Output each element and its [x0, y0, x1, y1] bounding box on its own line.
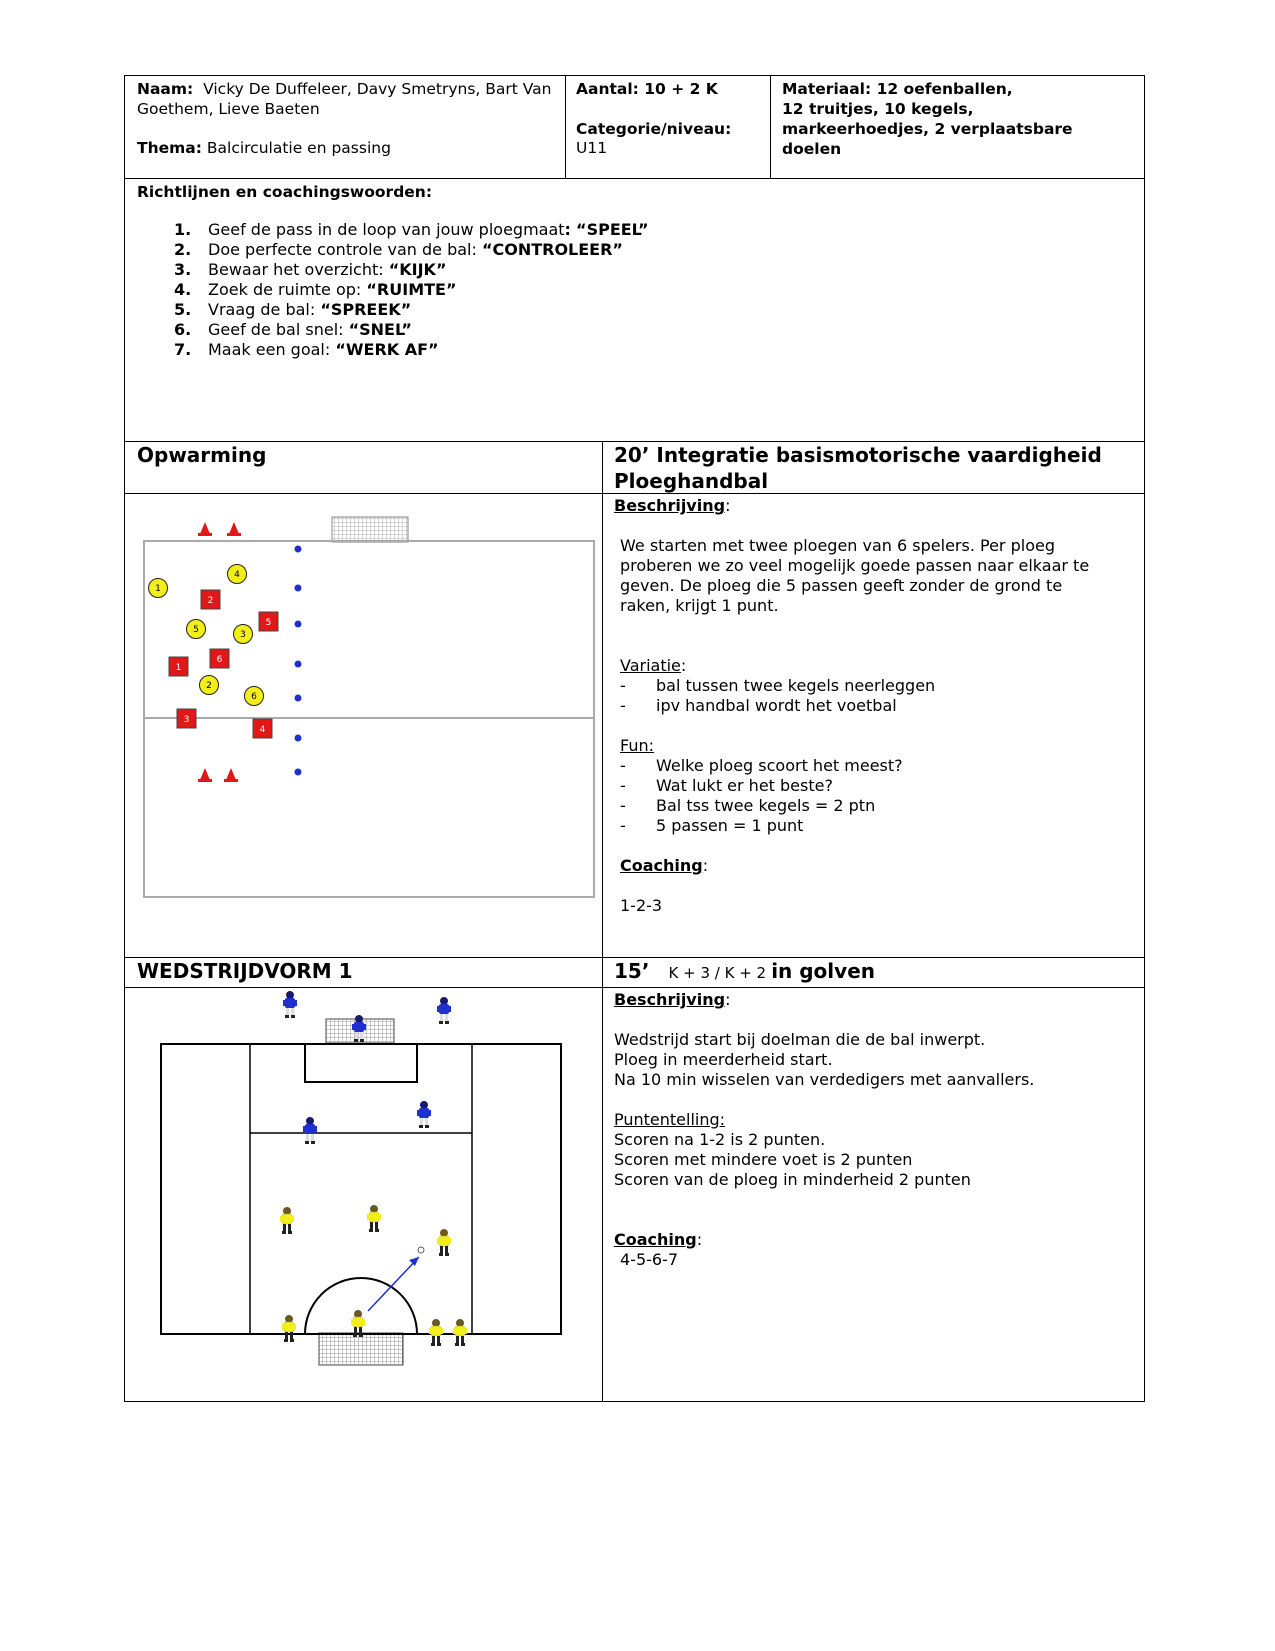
bottom-goal: [319, 1333, 403, 1365]
row-line-5: [124, 987, 1145, 988]
warmup-heading-line: 20’ Integratie basismotorische vaardigheid: [614, 443, 1102, 467]
ball-icon: [418, 1247, 424, 1253]
svg-text:2: 2: [207, 596, 214, 606]
description-line: Na 10 min wisselen van verdedigers met aanvallers.: [614, 1070, 1035, 1089]
guidelines-title: Richtlijnen en coachingswoorden:: [137, 183, 433, 201]
svg-text:6: 6: [216, 655, 223, 665]
materiaal-line: Materiaal: 12 oefenballen,: [782, 80, 1013, 98]
list-item: - Bal tss twee kegels = 2 ptn: [620, 796, 1139, 816]
yellow-player: [187, 620, 206, 639]
match-heading: [614, 958, 875, 986]
svg-text:3: 3: [183, 715, 190, 725]
red-player: [259, 612, 278, 631]
marker-dots: [295, 546, 302, 776]
list-item: - 5 passen = 1 punt: [620, 816, 1139, 836]
list-item: 7. Maak een goal: “WERK AF”: [174, 340, 439, 359]
thema-label: Thema:: [137, 139, 202, 157]
list-item: - bal tussen twee kegels neerleggen: [620, 676, 1139, 696]
warmup-title: Opwarming: [137, 443, 267, 467]
red-player: [169, 657, 188, 676]
red-player: [201, 590, 220, 609]
materiaal-cell: [782, 79, 1073, 159]
description-line: Wedstrijd start bij doelman die de bal inwerpt.: [614, 1030, 986, 1049]
puntentelling-line: Scoren van de ploeg in minderheid 2 punten: [614, 1170, 971, 1189]
guidelines-list: [130, 220, 830, 360]
materiaal-line: markeerhoedjes, 2 verplaatsbare: [782, 120, 1073, 138]
description-line: We starten met twee ploegen van 6 spelers. Per ploeg: [620, 536, 1055, 555]
svg-text:4: 4: [259, 725, 266, 735]
variatie-list: [620, 676, 1139, 716]
svg-text:5: 5: [265, 618, 272, 628]
penalty-box: [305, 1044, 417, 1082]
coaching-value: 4-5-6-7: [620, 1250, 679, 1269]
list-item: - Wat lukt er het beste?: [620, 776, 1139, 796]
puntentelling-line: Scoren na 1-2 is 2 punten.: [614, 1130, 826, 1149]
materiaal-line: 12 truitjes, 10 kegels,: [782, 100, 974, 118]
header-divider-2: [770, 75, 771, 178]
materiaal-line: doelen: [782, 140, 842, 158]
yellow-team: [149, 565, 264, 706]
table-border-top: [124, 75, 1145, 76]
table-border-right: [1144, 75, 1145, 1402]
svg-text:6: 6: [251, 692, 257, 702]
match-description: Beschrijving: Wedstrijd start bij doelman die de bal inwerpt. Ploeg in meerderheid start. Na 10 min wisselen van verdedigers met aanvallers. Puntentelling: Scoren na 1-2 is 2 punten. Scoren met mindere voet is 2 punten Scoren van de ploeg in minderheid 2 punten Coaching: 4-5-6-7: [614, 990, 1139, 1270]
yellow-player: [282, 1315, 296, 1342]
naam-value: Vicky De Duffeleer, Davy Smetryns, Bart Van Goethem, Lieve Baeten: [137, 80, 552, 118]
svg-text:1: 1: [155, 584, 161, 594]
variatie-label: Variatie: [620, 656, 681, 675]
match-format-suffix: in golven: [771, 959, 875, 983]
aantal-text: Aantal: 10 + 2 K: [576, 80, 718, 98]
svg-text:1: 1: [175, 663, 182, 673]
red-player: [253, 719, 272, 738]
match-duration: 15’: [614, 959, 650, 983]
puntentelling-line: Scoren met mindere voet is 2 punten: [614, 1150, 913, 1169]
list-item: 1. Geef de pass in de loop van jouw ploegmaat: “SPEEL”: [174, 220, 649, 239]
goal-net: [332, 517, 408, 542]
blue-player: [437, 997, 451, 1024]
list-item: 5. Vraag de bal: “SPREEK”: [174, 300, 412, 319]
svg-text:2: 2: [206, 681, 212, 691]
description-line: Ploeg in meerderheid start.: [614, 1050, 833, 1069]
table-border-left: [124, 75, 125, 1402]
yellow-player: [200, 676, 219, 695]
blue-player: [283, 991, 297, 1018]
beschrijving-label: Beschrijving: [614, 990, 726, 1009]
list-item: 2. Doe perfecte controle van de bal: “CONTROLEER”: [174, 240, 623, 259]
warmup-description: Beschrijving: We starten met twee ploegen van 6 spelers. Per ploeg proberen we zo veel mogelijk goede passen naar elkaar te geven. De ploeg die 5 passen geeft zonder de grond te raken, krijgt 1 punt. Variatie: - bal tussen twee kegels neerleggen - ipv handbal wordt het voetbal Fun: - Welke ploeg scoort het meest? - Wat lukt er het beste? - Bal tss twee kegels = 2 ptn - 5 passen = 1 punt Coaching: 1-2-3: [614, 496, 1139, 916]
yellow-player: [149, 579, 168, 598]
red-player: [210, 649, 229, 668]
list-item: 4. Zoek de ruimte op: “RUIMTE”: [174, 280, 457, 299]
puntentelling-label: Puntentelling:: [614, 1110, 726, 1129]
red-player: [177, 709, 196, 728]
match-diagram: [126, 989, 600, 1399]
naam-cell: [137, 79, 557, 119]
description-line: raken, krijgt 1 punt.: [620, 596, 779, 615]
warmup-diagram: [126, 494, 600, 914]
coaching-label: Coaching: [620, 856, 703, 875]
beschrijving-label: Beschrijving: [614, 496, 726, 515]
yellow-player: [234, 625, 253, 644]
list-item: - Welke ploeg scoort het meest?: [620, 756, 1139, 776]
naam-label: Naam:: [137, 80, 194, 98]
match-format: K + 3 / K + 2: [668, 964, 767, 982]
description-line: proberen we zo veel mogelijk goede passen naar elkaar te: [620, 556, 1090, 575]
blue-player: [417, 1101, 431, 1128]
col-divider: [602, 441, 603, 1402]
arrow-head: [409, 1257, 419, 1266]
svg-text:3: 3: [240, 630, 246, 640]
yellow-player: [228, 565, 247, 584]
yellow-player: [280, 1207, 294, 1234]
list-item: 3. Bewaar het overzicht: “KIJK”: [174, 260, 447, 279]
yellow-player: [367, 1205, 381, 1232]
warmup-heading-line: Ploeghandbal: [614, 469, 769, 493]
warmup-heading: [614, 442, 1102, 494]
description-line: geven. De ploeg die 5 passen geeft zonder de grond te: [620, 576, 1063, 595]
match-title: WEDSTRIJDVORM 1: [137, 959, 353, 983]
red-team: [169, 590, 278, 738]
coaching-label: Coaching: [614, 1230, 697, 1249]
fun-list: [620, 756, 1139, 836]
list-item: 6. Geef de bal snel: “SNEL”: [174, 320, 412, 339]
yellow-player: [245, 687, 264, 706]
pitch-outline: [161, 1044, 561, 1334]
list-item: - ipv handbal wordt het voetbal: [620, 696, 1139, 716]
svg-text:4: 4: [234, 570, 240, 580]
fun-label: Fun:: [620, 736, 654, 755]
blue-player: [303, 1117, 317, 1144]
thema-value: Balcirculatie en passing: [206, 139, 391, 157]
coaching-value: 1-2-3: [620, 896, 663, 915]
yellow-player: [429, 1319, 443, 1346]
row-line-1: [124, 178, 1145, 179]
categorie-label: Categorie/niveau:: [576, 120, 732, 138]
svg-text:5: 5: [193, 625, 199, 635]
yellow-player: [453, 1319, 467, 1346]
thema-cell: [137, 138, 557, 158]
header-divider-1: [565, 75, 566, 178]
yellow-player: [437, 1229, 451, 1256]
categorie-value: U11: [576, 139, 608, 157]
pass-arrow: [368, 1257, 419, 1311]
table-border-bottom: [124, 1401, 1145, 1402]
